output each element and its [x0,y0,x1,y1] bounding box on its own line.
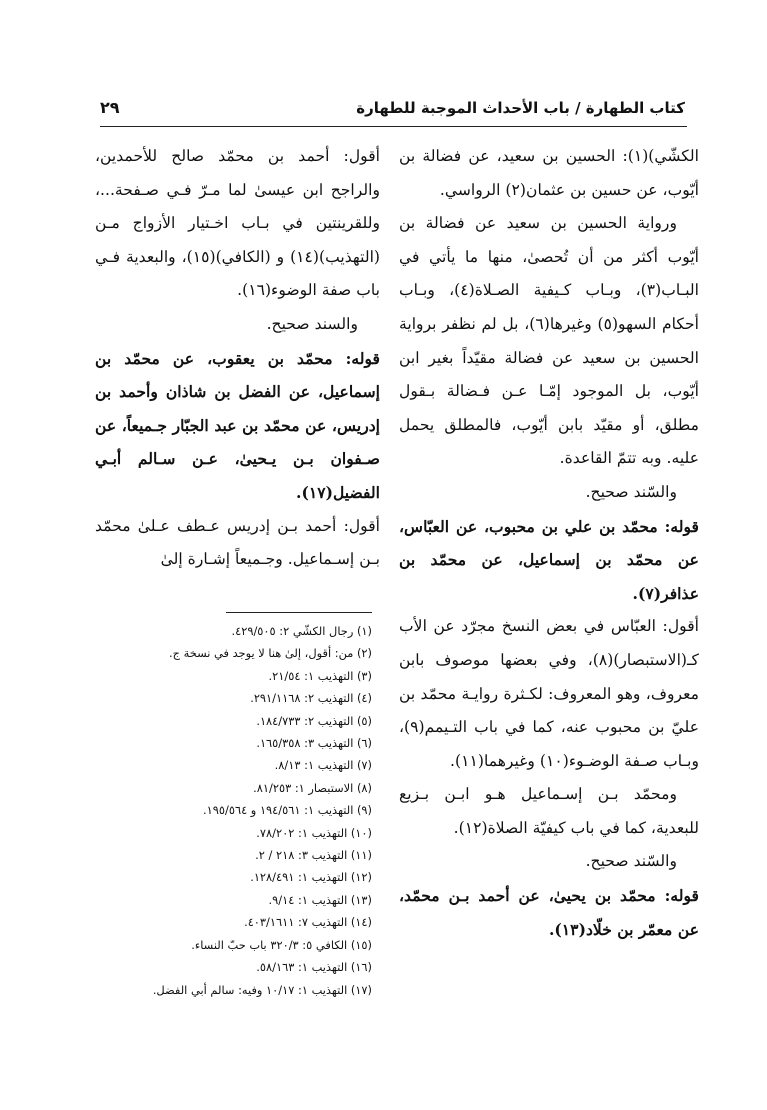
left-column [95,140,380,577]
footnote: (١١) التهذيب ٣: ٢١٨ / ٢. [255,848,372,863]
footnote: (٧) التهذيب ١: ٨/١٣. [274,758,372,773]
footnote: (٢) من: أقول، إلىٰ هنا لا يوجد في نسخة ج. [169,646,372,661]
footnote: (١٥) الكافي ٥: ٣٢٠/٣ باب حبّ النساء. [191,937,372,952]
footnote: (١٧) التهذيب ١: ١٠/١٧ وفيه: سالم أبي الفضل. [152,982,372,997]
footnote: (١) رجال الكشّي ٢: ٤٢٩/٥٠٥. [231,624,372,638]
paragraph: أقول: أحمد بـن إدريس عـطف عـلىٰ محمّد بـن إسـماعيل. وجـميعاً إشـارة إلىٰ [95,516,380,569]
footnote: (٤) التهذيب ٢: ٢٩١/١١٦٨. [250,691,372,706]
paragraph: والسّند صحيح. [585,852,677,871]
footnote: (١٤) التهذيب ٧: ٤٠٣/١٦١١. [244,915,372,930]
paragraph: أقول: أحمد بن محمّد صالح للأحمدين، والراجح ابن عيسىٰ لما مـرّ فـي صـفحة...، وللقرينتين في بـاب اخـتيار الأزواج مـن (التهذيب)(١٤) و (الكافي)(١٥)، والبعدية فـي باب صفة الوضوء(١٦). [95,147,380,300]
paragraph: أقول: العبّاس في بعض النسخ مجرّد عن الأب كـ(الاستبصار)(٨)، وفي بعضها موصوف بابن معروف، وهو المعروف: لكـثرة روايـة محمّد بن عليّ بن محبوب عنه، كما في باب التـيمم(٩)، وبـاب صـفة الوضـوء(١٠) وغيرهما(١١). [399,617,699,770]
footnote: (١٦) التهذيب ١: ٥٨/١٦٣. [256,960,372,975]
paragraph: قوله: محمّد بن يحيىٰ، عن أحمد بـن محمّد، عن معمّر بن خلّاد(١٣). [399,886,699,939]
paragraph: الكشّي)(١): الحسين بن سعيد، عن فضالة بن أيّوب، عن حسين بن عثمان(٢) الرواسي. [399,147,699,199]
paragraph: والسّند صحيح. [585,482,677,501]
paragraph: قوله: محمّد بن يعقوب، عن محمّد بن إسماعيل، عن الفضل بن شاذان وأحمد بن إدريس، عن محمّد بن عبد الجبّار جـميعاً، عن صـفوان بـن يـحيىٰ، عـن سـالم أبـي الفضيل(١٧). [95,348,380,502]
footnote: (٥) التهذيب ٢: ١٨٤/٧٣٣. [256,713,372,728]
paragraph: ورواية الحسين بن سعيد عن فضالة بن أيّوب أكثر من أن تُحصىٰ، منها ما يأتي في البـاب(٣)، وبـاب كـيفية الصـلاة(٤)، وبـاب أحكام السهو(٥) وغيرها(٦)، بل لم نظفر برواية الحسين بن سعيد عن فضالة مقيّداً بغير ابن أيّوب، بل الموجود إمّـا عـن فـضالة بـقول مطلق، أو مقيّد بابن أيّوب، فالمطلق يحمل عليه. وبه تتمّ القاعدة. [399,214,699,468]
paragraph: قوله: محمّد بن علي بن محبوب، عن العبّاس، عن محمّد بن إسماعيل، عن محمّد بن عذافر(٧). [399,516,699,603]
footnote: (٨) الاستبصار ١: ٨١/٢٥٣. [253,780,372,795]
running-title: كتاب الطهارة / باب الأحداث الموجبة للطهارة [356,99,685,117]
paragraph: والسند صحيح. [266,314,358,333]
footnote: (١٢) التهذيب ١: ١٢٨/٤٩١. [250,870,372,885]
running-header [100,98,685,117]
footnote: (٦) التهذيب ٣: ١٦٥/٣٥٨. [256,736,372,751]
footnote: (١٣) التهذيب ١: ٩/١٤. [268,892,372,907]
footnote-rule [226,612,372,613]
footnote: (٩) التهذيب ١: ١٩٤/٥٦١ و ١٩٥/٥٦٤. [203,803,372,818]
paragraph: ومحمّد بـن إسـماعيل هـو ابـن بـزيع للبعدية، كما في باب كيفيّة الصلاة(١٢). [399,785,699,837]
page-number: ٢٩ [100,98,120,117]
footnote: (٣) التهذيب ١: ٢١/٥٤. [268,668,372,683]
right-column [399,140,699,946]
footnote: (١٠) التهذيب ١: ٧٨/٢٠٢. [256,825,372,840]
header-rule [100,126,687,127]
footnotes [60,620,372,1001]
